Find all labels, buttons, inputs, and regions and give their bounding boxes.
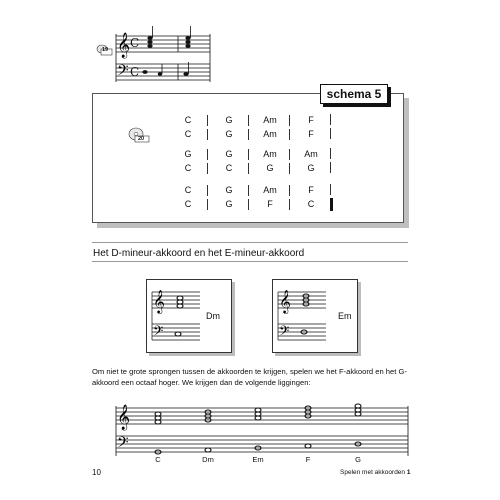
page-number: 10 <box>92 468 101 477</box>
bottom-chord-label: G <box>355 455 361 464</box>
schema-chord-cell: Am <box>263 149 277 159</box>
schema-chord-cell: C <box>184 115 192 125</box>
bottom-chord-label: F <box>305 455 311 464</box>
chord-label-em: Em <box>338 311 352 321</box>
book-title-text: Spelen met akkoorden <box>340 469 406 476</box>
top-treble-time: C <box>130 36 140 50</box>
schema-chord-cell: C <box>184 199 192 209</box>
treble-clef-icon: 𝄞 <box>117 405 131 430</box>
top-bass-time: C <box>130 65 140 79</box>
schema-chord-cell: C <box>184 185 192 195</box>
schema-chord-cell: G <box>225 115 233 125</box>
schema-chord-cell: G <box>184 149 192 159</box>
bass-clef-icon: 𝄢 <box>153 323 164 342</box>
book-volume: 1 <box>406 469 411 476</box>
schema-chord-cell: G <box>225 149 233 159</box>
bass-clef-icon: 𝄢 <box>279 323 290 342</box>
schema-chord-cell: Am <box>304 149 318 159</box>
schema-chord-cell: G <box>266 163 274 173</box>
schema-chord-cell: F <box>308 129 314 139</box>
schema-chord-cell: F <box>308 115 314 125</box>
schema-chord-cell: Am <box>263 185 277 195</box>
cd-track-number: 20 <box>138 136 145 142</box>
schema-chord-cell: C <box>225 163 233 173</box>
schema-chord-cell: G <box>307 163 315 173</box>
schema-chord-cell: Am <box>263 115 277 125</box>
instruction-paragraph: Om niet te grote sprongen tussen de akkoorden te krijgen, spelen we het F-akkoord en het G-akkoord een octaaf hoger. We krijgen dan de volgende liggingen: <box>92 367 407 387</box>
schema-chord-cell: Am <box>263 129 277 139</box>
schema-chord-cell: G <box>225 199 233 209</box>
chord-label-dm: Dm <box>206 311 220 321</box>
bass-clef-icon: 𝄢 <box>117 434 129 455</box>
treble-clef-icon: 𝄞 <box>279 289 291 313</box>
bottom-chord-label: Em <box>252 455 264 464</box>
treble-clef-icon: 𝄞 <box>117 33 131 58</box>
schema-chord-cell: C <box>307 199 315 209</box>
treble-clef-icon: 𝄞 <box>153 289 165 313</box>
bass-clef-icon: 𝄢 <box>117 62 129 83</box>
schema-chord-cell: G <box>225 185 233 195</box>
schema-chord-cell: F <box>308 185 314 195</box>
schema-chord-cell: C <box>184 129 192 139</box>
schema-chord-cell: G <box>225 129 233 139</box>
schema-chord-cell: F <box>267 199 273 209</box>
section-title: Het D-mineur-akkoord en het E-mineur-akkoord <box>93 248 305 259</box>
bottom-chord-label: Dm <box>202 455 214 464</box>
cd-track-number: 19 <box>102 47 109 53</box>
book-title <box>340 469 410 476</box>
bottom-chord-label: C <box>155 455 161 464</box>
schema-title: schema 5 <box>320 84 388 104</box>
schema-chord-cell: C <box>184 163 192 173</box>
